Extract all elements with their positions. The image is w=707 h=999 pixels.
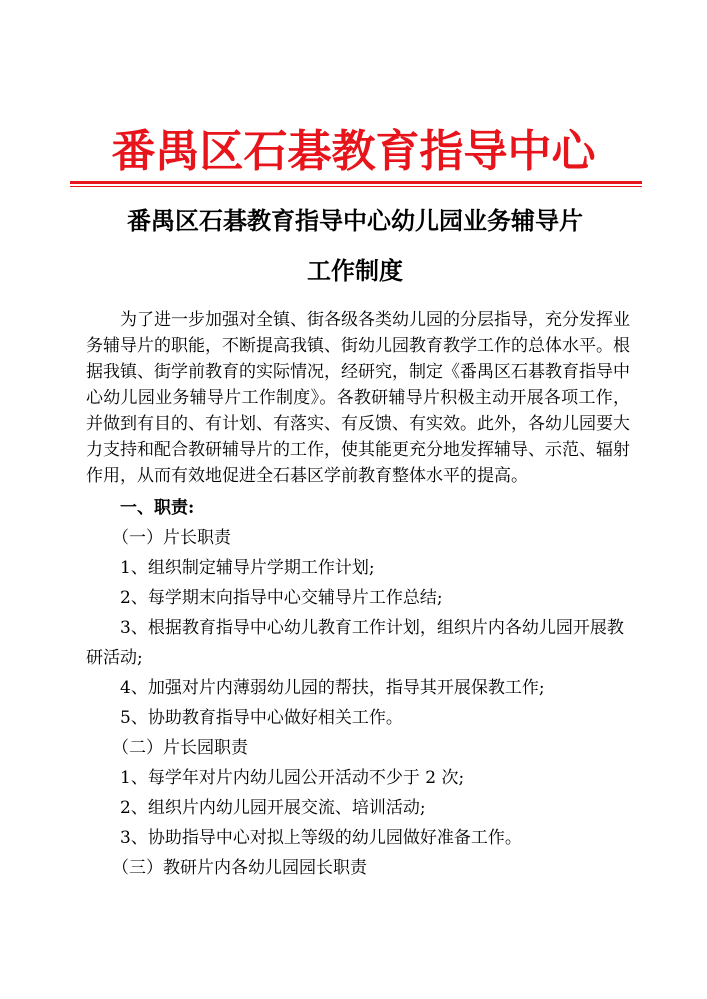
sub1-item: 1、组织制定辅导片学期工作计划; bbox=[120, 558, 375, 578]
sub2-item: 1、每学年对片内幼儿园公开活动不少于 2 次; bbox=[120, 768, 465, 788]
sub1-item: 4、加强对片内薄弱幼儿园的帮扶，指导其开展保教工作; bbox=[120, 678, 545, 698]
intro-paragraph: 为了进一步加强对全镇、街各级各类幼儿园的分层指导，充分发挥业务辅导片的职能，不断提高我镇、街幼儿园教育教学工作的总体水平。根据我镇、街学前教育的实际情况，经研究，制定《番禺区石碁教育指导中心幼儿园业务辅导片工作制度》。各教研辅导片积极主动开展各项工作，并做到有目的、有计划、有落实、有反馈、有实效。此外，各幼儿园要大力支持和配合教研辅导片的工作，使其能更充分地发挥辅导、示范、辐射作用，从而有效地促进全石碁区学前教育整体水平的提高。 bbox=[86, 310, 630, 486]
sub2-heading: （二）片长园职责 bbox=[112, 738, 248, 758]
document-body bbox=[86, 307, 630, 883]
sub1-item: 2、每学期末向指导中心交辅导片工作总结; bbox=[120, 588, 443, 608]
document-title-line1: 番禺区石碁教育指导中心幼儿园业务辅导片 bbox=[127, 206, 583, 235]
sub2-item: 3、协助指导中心对拟上等级的幼儿园做好准备工作。 bbox=[120, 828, 522, 848]
header-rule-thin bbox=[70, 186, 642, 187]
document-title-line2: 工作制度 bbox=[307, 256, 403, 285]
header-rule-thick bbox=[70, 181, 642, 184]
section1-heading: 一、职责: bbox=[120, 498, 195, 518]
org-header: 番禺区石碁教育指导中心 bbox=[111, 126, 596, 177]
sub1-heading: （一）片长职责 bbox=[112, 528, 231, 548]
sub1-item: 5、协助教育指导中心做好相关工作。 bbox=[120, 708, 403, 728]
sub3-heading: （三）教研片内各幼儿园园长职责 bbox=[112, 858, 367, 878]
sub2-item: 2、组织片内幼儿园开展交流、培训活动; bbox=[120, 798, 426, 818]
sub1-item: 3、根据教育指导中心幼儿教育工作计划，组织片内各幼儿园开展教研活动; bbox=[86, 618, 624, 668]
